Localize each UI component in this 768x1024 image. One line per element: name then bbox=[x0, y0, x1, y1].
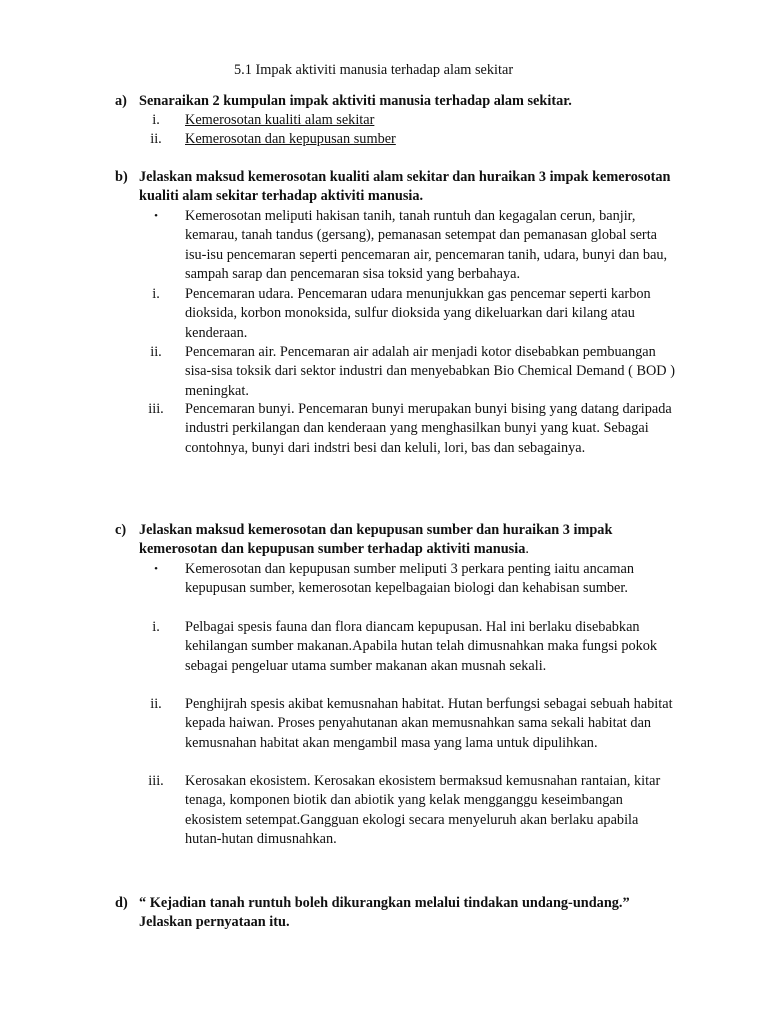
answer-a-item-text: Kemerosotan kualiti alam sekitar bbox=[185, 112, 375, 128]
answer-c-item-1 bbox=[138, 618, 678, 676]
answer-c-item-2 bbox=[138, 695, 678, 753]
list-marker: iii. bbox=[148, 773, 164, 789]
question-c-label: c) bbox=[115, 522, 127, 538]
bullet-icon: • bbox=[154, 210, 158, 222]
list-marker: iii. bbox=[148, 401, 164, 417]
bullet-icon: • bbox=[154, 563, 158, 575]
page-title: 5.1 Impak aktiviti manusia terhadap alam sekitar bbox=[234, 62, 514, 78]
answer-b-item-2 bbox=[138, 343, 678, 401]
question-c-end: . bbox=[525, 541, 529, 558]
answer-c-item-text: Pelbagai spesis fauna dan flora diancam kepupusan. Hal ini berlaku disebabkan kehilangan sumber makanan.Apabila hutan telah dimusnahkan maka fungsi pokok sebagai pengeluar utama sumber makanan akan musnah sekali. bbox=[185, 619, 658, 674]
question-d-text: “ Kejadian tanah runtuh boleh dikurangkan melalui tindakan undang-undang.” Jelaskan pernyataan itu. bbox=[139, 895, 630, 931]
answer-b-item-1 bbox=[138, 285, 678, 343]
question-d bbox=[115, 894, 675, 933]
question-b bbox=[115, 168, 675, 207]
question-c bbox=[115, 521, 675, 560]
answer-b-item-text: Pencemaran udara. Pencemaran udara menunjukkan gas pencemar seperti karbon dioksida, korbon monoksida, sulfur dioksida yang dikeluarkan dari kilang atau kenderaan. bbox=[185, 286, 651, 341]
question-c-text-wrap bbox=[139, 521, 675, 560]
question-a-label: a) bbox=[115, 93, 127, 109]
list-marker: ii. bbox=[150, 344, 162, 360]
answer-c-item-text: Kerosakan ekosistem. Kerosakan ekosistem bermaksud kemusnahan rantaian, kitar tenaga, komponen biotik dan abiotik yang kelak mengganggu keseimbangan ekosistem setempat.Gangguan ekologi secara menyeluruh akan berlaku apabila hutan-hutan dimusnahkan. bbox=[185, 773, 661, 847]
answer-b-item-text: Pencemaran air. Pencemaran air adalah air menjadi kotor disebabkan pembuangan sisa-sisa toksik dari sektor industri dan menyebabkan Bio Chemical Demand ( BOD ) meningkat. bbox=[185, 344, 675, 399]
answer-c-intro bbox=[138, 560, 678, 599]
question-a-text: Senaraikan 2 kumpulan impak aktiviti manusia terhadap alam sekitar. bbox=[139, 93, 572, 109]
list-marker: i. bbox=[152, 619, 160, 635]
answer-a-item-2 bbox=[138, 130, 678, 149]
list-marker: i. bbox=[152, 112, 160, 128]
answer-c-item-3 bbox=[138, 772, 678, 849]
question-a bbox=[115, 92, 675, 111]
answer-b-intro bbox=[138, 207, 678, 284]
answer-b-item-3 bbox=[138, 400, 678, 458]
list-marker: ii. bbox=[150, 696, 162, 712]
list-marker: ii. bbox=[150, 131, 162, 147]
answer-a-item-1 bbox=[138, 111, 678, 130]
question-b-label: b) bbox=[115, 169, 128, 185]
answer-b-intro-text: Kemerosotan meliputi hakisan tanih, tanah runtuh dan kegagalan cerun, banjir, kemarau, tanah tandus (gersang), pemanasan setempat dan pemanasan global serta isu-isu pencemaran seperti pencemaran air, pencemaran tanih, udara, bunyi dan bau, sampah sarap dan pencemaran sisa toksid yang berbahaya. bbox=[185, 208, 668, 282]
question-c-text: Jelaskan maksud kemerosotan dan kepupusan sumber dan huraikan 3 impak kemerosotan dan kepupusan sumber terhadap aktiviti manusia bbox=[139, 522, 613, 558]
question-b-text: Jelaskan maksud kemerosotan kualiti alam sekitar dan huraikan 3 impak kemerosotan kualiti alam sekitar terhadap aktiviti manusia. bbox=[139, 169, 671, 205]
answer-b-item-text: Pencemaran bunyi. Pencemaran bunyi merupakan bunyi bising yang datang daripada industri perkilangan dan kenderaan yang menghasilkan bunyi yang kuat. Sebagai contohnya, bunyi dari indstri besi dan keluli, lori, bas dan sebagainya. bbox=[185, 401, 672, 456]
answer-c-intro-text: Kemerosotan dan kepupusan sumber meliputi 3 perkara penting iaitu ancaman kepupusan sumber, kemerosotan kepelbagaian biologi dan kehabisan sumber. bbox=[185, 561, 635, 597]
question-d-label: d) bbox=[115, 895, 128, 911]
answer-c-item-text: Penghijrah spesis akibat kemusnahan habitat. Hutan berfungsi sebagai sebuah habitat kepada haiwan. Proses penyahutanan akan memusnahkan sama sekali habitat dan kemusnahan habitat akan mengambil masa yang lama untuk dipulihkan. bbox=[185, 696, 673, 751]
list-marker: i. bbox=[152, 286, 160, 302]
answer-a-item-text: Kemerosotan dan kepupusan sumber bbox=[185, 131, 396, 147]
